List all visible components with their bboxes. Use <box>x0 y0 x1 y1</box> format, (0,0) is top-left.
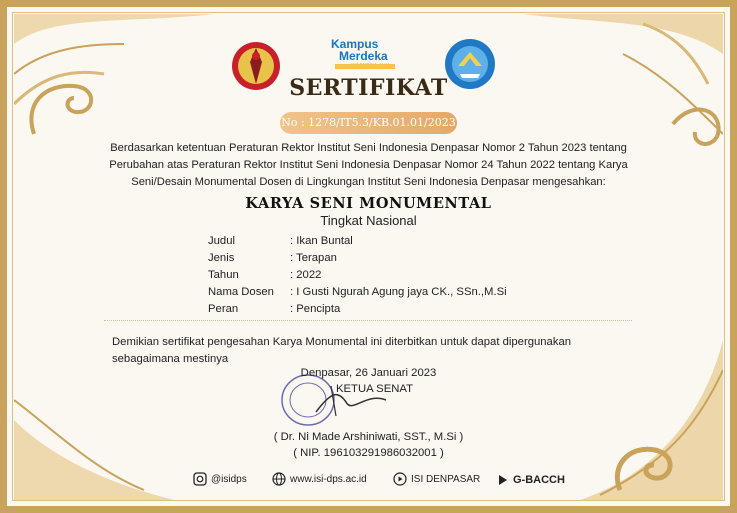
signer-nip: ( NIP. 196103291986032001 ) <box>293 447 444 459</box>
certificate-number-badge: No : 1278/IT5.3/KB.01.01/2023 <box>280 112 457 134</box>
footer-instagram[interactable] <box>193 471 247 489</box>
intro-line: Seni/Desain Monumental Dosen di Lingkungan Institut Seni Indonesia Denpasar mengesahkan: <box>131 176 606 188</box>
award-level: Tingkat Nasional <box>320 213 417 228</box>
field-row-jenis <box>208 250 507 267</box>
bacch-logo-icon <box>497 473 509 487</box>
field-row-peran <box>208 301 507 318</box>
intro-line: Perubahan atas Peraturan Rektor Institut Seni Indonesia Denpasar Nomor 24 Tahun 2022 tentang Karya <box>109 159 628 171</box>
closing-line: Demikian sertifikat pengesahan Karya Monumental ini diterbitkan untuk dapat dipergunakan <box>112 336 572 348</box>
signer-name: ( Dr. Ni Made Arshiniwati, SST., M.Si ) <box>273 431 464 443</box>
merdeka-word: Merdeka <box>339 49 388 63</box>
footer-youtube[interactable] <box>393 471 480 489</box>
intro-paragraph <box>70 140 667 191</box>
closing-line: sebagaimana mestinya <box>112 353 229 365</box>
detail-fields <box>208 233 507 318</box>
signature-role: KETUA SENAT <box>335 383 413 395</box>
field-row-nama-dosen <box>208 284 507 301</box>
website-url: www.isi-dps.ac.id <box>290 474 367 485</box>
intro-line: Berdasarkan ketentuan Peraturan Rektor Institut Seni Indonesia Denpasar Nomor 2 Tahun 2023 tentang <box>110 142 627 154</box>
footer-bacch <box>497 471 565 489</box>
official-stamp-icon <box>276 372 396 428</box>
field-label: Jenis <box>208 252 235 264</box>
signature-place-date: Denpasar, 26 Januari 2023 <box>300 367 437 379</box>
divider <box>104 320 632 321</box>
footer-website[interactable] <box>272 471 367 489</box>
youtube-channel: ISI DENPASAR <box>411 474 481 485</box>
bacch-label: G-BACCH <box>513 474 565 486</box>
instagram-icon <box>193 472 207 486</box>
instagram-handle: @isidps <box>211 474 247 485</box>
field-label: Judul <box>208 235 236 247</box>
kampus-stripe <box>335 64 395 69</box>
youtube-icon <box>393 472 407 486</box>
closing-paragraph <box>112 334 632 368</box>
footer <box>0 468 737 492</box>
kampus-merdeka-logo <box>331 38 397 72</box>
field-row-tahun <box>208 267 507 284</box>
certificate-title: SERTIFIKAT <box>289 75 448 101</box>
kampus-word: Kampus <box>331 37 379 51</box>
award-heading: KARYA SENI MONUMENTAL <box>245 195 492 212</box>
field-label: Nama Dosen <box>208 286 274 298</box>
field-value: : Terapan <box>290 252 337 264</box>
field-label: Tahun <box>208 269 239 281</box>
field-value: : Ikan Buntal <box>290 235 353 247</box>
field-row-judul <box>208 233 507 250</box>
field-value: : 2022 <box>290 269 322 281</box>
field-value: : Pencipta <box>290 303 341 315</box>
field-label: Peran <box>208 303 239 315</box>
field-value: : I Gusti Ngurah Agung jaya CK., SSn.,M.Si <box>290 286 507 298</box>
globe-icon <box>272 472 286 486</box>
